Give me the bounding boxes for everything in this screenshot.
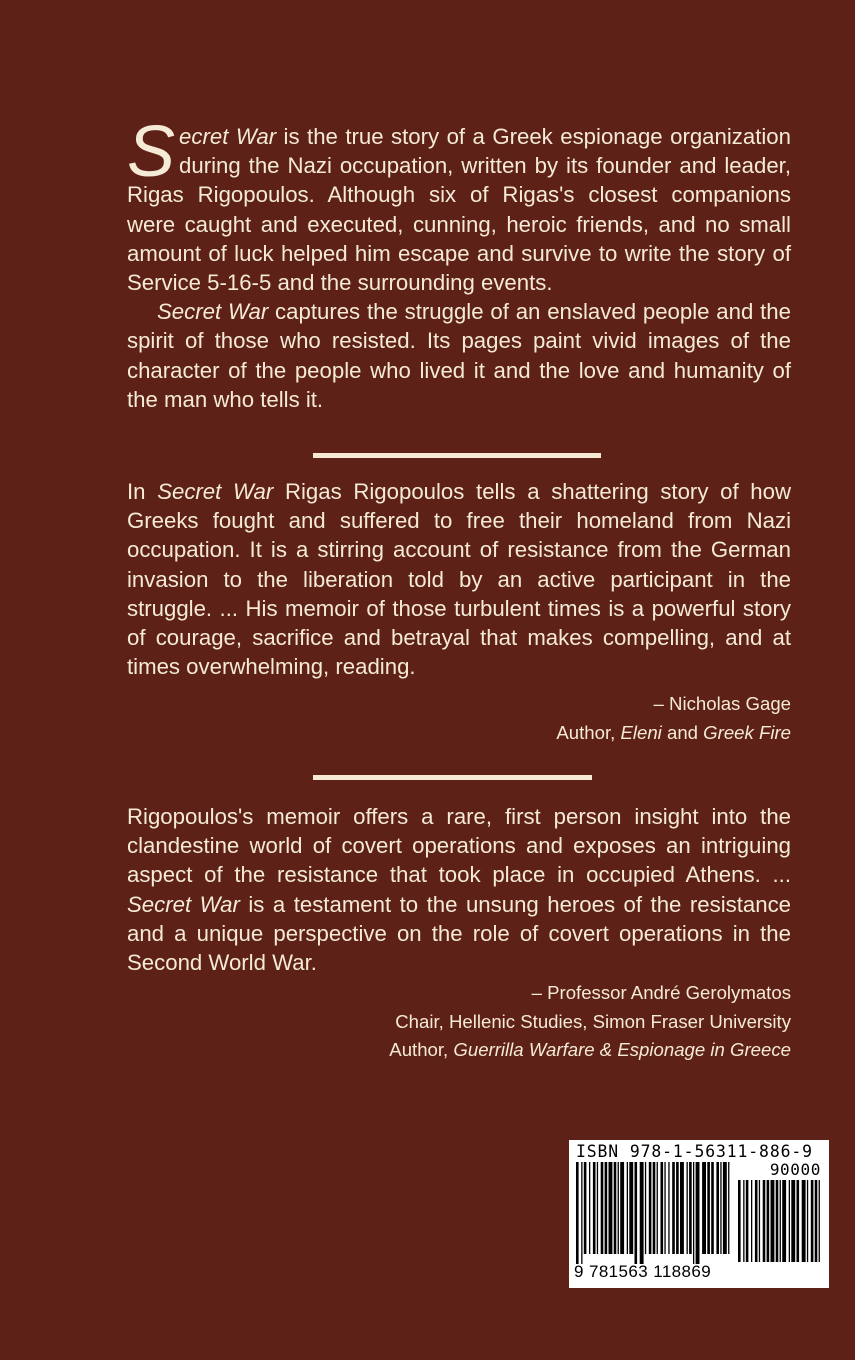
barcode-bar: [716, 1162, 719, 1254]
barcode-bar: [672, 1162, 675, 1254]
barcode-bar: [687, 1162, 688, 1254]
review-2-text-a: Rigopoulos's memoir offers a rare, first person insight into the clandestine world of covert operations and exposes an intriguing aspect of the resistance that took place in occupied Athens. ...: [127, 804, 791, 888]
review-2-reviewer: – Professor André Gerolymatos: [531, 982, 791, 1004]
barcode-bar: [605, 1162, 608, 1254]
barcode-bar: [807, 1180, 808, 1262]
book-greek-fire: Greek Fire: [703, 721, 791, 743]
review-1-role: [127, 719, 791, 748]
barcode-bar: [751, 1180, 752, 1262]
barcode-bar: [789, 1180, 790, 1262]
blurb-text-2: captures the struggle of an enslaved people and the spirit of those who resisted. Its pages paint vivid images of the character of the people who lived it and the love and humanity of the man who tells it.: [127, 299, 791, 412]
barcode-bar: [635, 1162, 638, 1264]
divider-2: [313, 775, 592, 780]
review-1-pre: In: [127, 479, 158, 504]
barcode-bar: [819, 1180, 820, 1262]
barcode-bar: [668, 1162, 669, 1254]
role-prefix: Author,: [556, 721, 621, 743]
review-2-quote: [127, 802, 791, 977]
barcode-bar: [649, 1162, 652, 1254]
barcode-bar: [707, 1162, 710, 1254]
barcode-bar: [676, 1162, 679, 1254]
barcode-bar: [680, 1162, 684, 1254]
barcode-bar: [664, 1162, 665, 1254]
role-prefix: Author,: [389, 1039, 454, 1061]
barcode-bar: [620, 1162, 624, 1254]
barcode-bar: [711, 1162, 714, 1254]
barcode-bar: [653, 1162, 656, 1254]
barcode-bar: [782, 1180, 786, 1262]
barcode-bar: [597, 1162, 598, 1254]
barcode-bar: [584, 1162, 587, 1254]
barcode-bar: [811, 1180, 814, 1262]
review-2-author-line: [127, 1036, 791, 1065]
barcode-bar: [759, 1180, 760, 1262]
barcode-bar: [645, 1162, 646, 1254]
barcode-bar: [780, 1180, 781, 1262]
barcode-bar: [743, 1180, 744, 1262]
barcode-bar: [627, 1162, 628, 1254]
review-1-quote: [127, 477, 791, 681]
book-guerrilla-warfare: Guerrilla Warfare & Espionage in Greece: [453, 1039, 791, 1061]
review-nicholas-gage: [127, 477, 791, 747]
barcode-bar: [657, 1162, 658, 1254]
price-code: 90000: [769, 1160, 821, 1179]
barcode-bar: [720, 1162, 721, 1254]
barcode-bar: [576, 1162, 579, 1264]
isbn-barcode: [569, 1140, 829, 1288]
blurb-text-1: is the true story of a Greek espionage organization during the Nazi occupation, written by its founder and leader, Rigas Rigopoulos. Although six of Rigas's closest companions were caught and executed, cunning, heroic friends, and no small amount of luck helped him escape and survive to write the story of Service 5-16-5 and the surrounding events.: [127, 124, 791, 296]
barcode-bar: [738, 1180, 741, 1262]
addon-barcode-bars: [738, 1180, 822, 1262]
barcode-bar: [767, 1180, 770, 1262]
review-1-reviewer: – Nicholas Gage: [653, 693, 791, 715]
ean-barcode-bars: [576, 1162, 734, 1264]
review-andre-gerolymatos: [127, 802, 791, 1065]
book-title: Secret War: [127, 891, 240, 917]
barcode-bar: [629, 1162, 633, 1254]
barcode-bar: [589, 1162, 590, 1254]
barcode-bar: [815, 1180, 818, 1262]
barcode-bar: [702, 1162, 706, 1254]
barcode-bar: [802, 1180, 806, 1262]
isbn-label: ISBN 978-1-56311-886-9: [576, 1142, 813, 1161]
barcode-bar: [723, 1162, 727, 1254]
barcode-bar: [640, 1162, 644, 1264]
isbn-digits: 9 781563 118869: [574, 1262, 712, 1281]
blurb-paragraph-1: [127, 112, 791, 297]
barcode-bar: [797, 1180, 800, 1262]
barcode-bar: [771, 1180, 775, 1262]
barcode-bar: [696, 1162, 700, 1264]
review-2-role: Chair, Hellenic Studies, Simon Fraser University: [395, 1010, 791, 1032]
blurb-paragraph-2: [127, 297, 791, 414]
barcode-bar: [746, 1180, 749, 1262]
book-title: ecret War: [179, 124, 277, 149]
barcode-bar: [791, 1180, 795, 1262]
blurb-section: [127, 112, 791, 414]
book-eleni: Eleni: [620, 721, 662, 743]
review-1-text: Rigas Rigopoulos tells a shattering story of how Greeks fought and suffered to free their homeland from Nazi occupation. It is a stirring account of resistance from the German invasion to the liberation told by an active participant in the struggle. ... His memoir of those turbulent times is a powerful story of courage, sacrifice and betrayal that makes compelling, and at times overwhelming, reading.: [127, 479, 791, 680]
barcode-bar: [618, 1162, 619, 1254]
divider-1: [313, 453, 601, 458]
barcode-bar: [614, 1162, 617, 1254]
review-2-text-b: is a testament to the unsung heroes of the resistance and a unique perspective on the role of covert operations in the Second World War.: [127, 891, 791, 976]
barcode-bar: [689, 1162, 692, 1254]
barcode-bar: [728, 1162, 729, 1254]
barcode-bar: [601, 1162, 604, 1254]
barcode-bar: [581, 1162, 582, 1264]
barcode-bar: [661, 1162, 664, 1254]
barcode-bar: [609, 1162, 613, 1254]
book-title: Secret War: [157, 299, 269, 325]
barcode-bar: [693, 1162, 694, 1264]
drop-cap: S: [127, 112, 176, 192]
book-title: Secret War: [157, 479, 274, 504]
role-and: and: [661, 721, 704, 743]
barcode-bar: [593, 1162, 596, 1254]
barcode-bar: [763, 1180, 766, 1262]
barcode-bar: [755, 1180, 758, 1262]
barcode-bar: [776, 1180, 779, 1262]
